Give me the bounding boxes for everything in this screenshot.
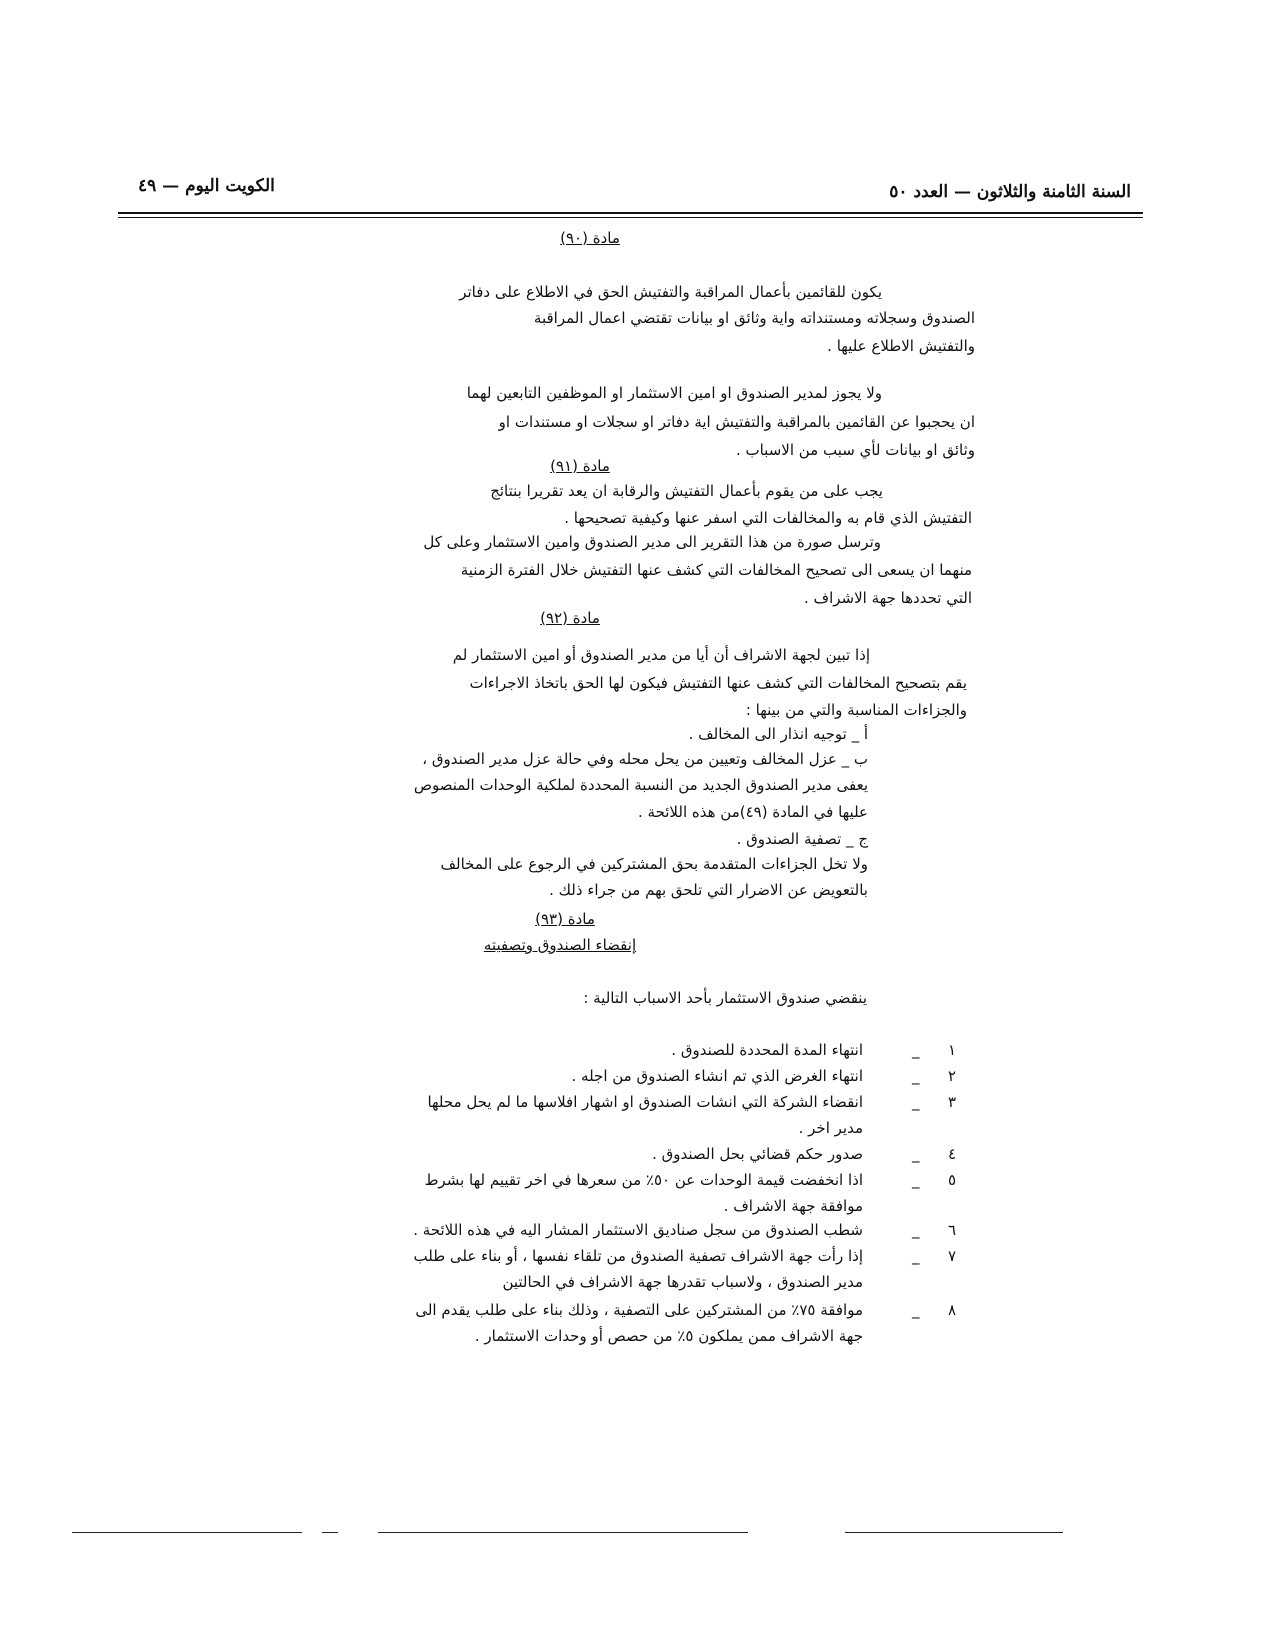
item-dash: _ bbox=[912, 1301, 920, 1319]
footer-rule-left bbox=[72, 1532, 302, 1533]
article-92-heading: مادة (٩٢) bbox=[540, 609, 600, 627]
article-93-heading: مادة (٩٣) bbox=[535, 910, 595, 928]
article-91-line: وترسل صورة من هذا التقرير الى مدير الصندوق وامين الاستثمار وعلى كل bbox=[423, 533, 881, 551]
item-dash: _ bbox=[912, 1067, 920, 1085]
article-91-line: التفتيش الذي قام به والمخالفات التي اسفر عنها وكيفية تصحيحها . bbox=[564, 509, 972, 527]
item-number: ٦ bbox=[948, 1221, 957, 1239]
item-dash: _ bbox=[912, 1221, 920, 1239]
article-92-line: ج _ تصفية الصندوق . bbox=[736, 830, 868, 848]
item-number: ٣ bbox=[948, 1093, 957, 1111]
item-number: ٧ bbox=[948, 1247, 957, 1265]
article-91-line: التي تحددها جهة الاشراف . bbox=[803, 589, 972, 607]
article-92-line: عليها في المادة (٤٩)من هذه اللائحة . bbox=[637, 803, 868, 821]
item-text: شطب الصندوق من سجل صناديق الاستثمار المشار اليه في هذه اللائحة . bbox=[413, 1221, 863, 1239]
item-text: انتهاء المدة المحددة للصندوق . bbox=[671, 1041, 863, 1059]
item-number: ٤ bbox=[948, 1145, 957, 1163]
gazette-page-label: الكويت اليوم — ٤٩ bbox=[138, 176, 275, 196]
article-92-line: والجزاءات المناسبة والتي من بينها : bbox=[745, 701, 967, 719]
article-91-line: منهما ان يسعى الى تصحيح المخالفات التي كشف عنها التفتيش خلال الفترة الزمنية bbox=[460, 561, 972, 579]
item-text: جهة الاشراف ممن يملكون ٥٪ من حصص أو وحدات الاستثمار . bbox=[474, 1327, 863, 1345]
item-text: صدور حكم قضائي بحل الصندوق . bbox=[652, 1145, 863, 1163]
item-number: ٥ bbox=[948, 1171, 957, 1189]
footer-rule-middle bbox=[378, 1532, 748, 1533]
item-dash: _ bbox=[912, 1171, 920, 1189]
article-93-intro: ينقضي صندوق الاستثمار بأحد الاسباب التالية : bbox=[583, 989, 867, 1007]
article-93-subheading: إنقضاء الصندوق وتصفيته bbox=[483, 936, 637, 954]
article-90-heading: مادة (٩٠) bbox=[560, 229, 620, 247]
item-dash: _ bbox=[912, 1093, 920, 1111]
article-90-line: ولا يجوز لمدير الصندوق او امين الاستثمار او الموظفين التابعين لهما bbox=[466, 384, 882, 402]
header-rule-thin bbox=[118, 217, 1143, 218]
article-91-line: يجب على من يقوم بأعمال التفتيش والرقابة ان يعد تقريرا بنتائج bbox=[490, 482, 883, 500]
article-90-line: والتفتيش الاطلاع عليها . bbox=[827, 337, 975, 355]
article-92-line: بالتعويض عن الاضرار التي تلحق بهم من جراء ذلك . bbox=[549, 881, 868, 899]
item-text: موافقة ٧٥٪ من المشتركين على التصفية ، وذلك بناء على طلب يقدم الى bbox=[415, 1301, 863, 1319]
article-92-line: ب _ عزل المخالف وتعيين من يحل محله وفي حالة عزل مدير الصندوق ، bbox=[422, 750, 868, 768]
page-header bbox=[118, 176, 1143, 206]
item-dash: _ bbox=[912, 1247, 920, 1265]
item-number: ٨ bbox=[948, 1301, 957, 1319]
article-92-line: أ _ توجيه انذار الى المخالف . bbox=[688, 725, 868, 743]
item-text: انقضاء الشركة التي انشات الصندوق او اشهار افلاسها ما لم يحل محلها bbox=[427, 1093, 863, 1111]
article-90-line: يكون للقائمين بأعمال المراقبة والتفتيش الحق في الاطلاع على دفاتر bbox=[459, 283, 882, 301]
footer-rule-dash bbox=[322, 1532, 338, 1533]
article-92-line: يقم بتصحيح المخالفات التي كشف عنها التفتيش فيكون لها الحق باتخاذ الاجراءات bbox=[469, 674, 967, 692]
article-92-line: يعفى مدير الصندوق الجديد من النسبة المحددة لملكية الوحدات المنصوص bbox=[413, 776, 868, 794]
item-number: ٢ bbox=[948, 1067, 957, 1085]
article-91-heading: مادة (٩١) bbox=[550, 457, 610, 475]
item-dash: _ bbox=[912, 1041, 920, 1059]
gazette-issue-label: السنة الثامنة والثلاثون — العدد ٥٠ bbox=[889, 182, 1131, 202]
item-text: موافقة جهة الاشراف . bbox=[723, 1197, 863, 1215]
footer-rule-right bbox=[845, 1532, 1063, 1533]
item-text: اذا انخفضت قيمة الوحدات عن ٥٠٪ من سعرها في اخر تقييم لها بشرط bbox=[424, 1171, 863, 1189]
article-92-line: إذا تبين لجهة الاشراف أن أيا من مدير الصندوق أو امين الاستثمار لم bbox=[452, 646, 870, 664]
article-90-line: ان يحجبوا عن القائمين بالمراقبة والتفتيش اية دفاتر او سجلات او مستندات او bbox=[498, 413, 975, 431]
header-rule bbox=[118, 212, 1143, 214]
item-dash: _ bbox=[912, 1145, 920, 1163]
article-92-line: ولا تخل الجزاءات المتقدمة بحق المشتركين في الرجوع على المخالف bbox=[440, 855, 868, 873]
article-90-line: وثائق او بيانات لأي سبب من الاسباب . bbox=[735, 441, 975, 459]
item-text: مدير الصندوق ، ولاسباب تقدرها جهة الاشراف في الحالتين bbox=[502, 1273, 863, 1291]
article-90-line: الصندوق وسجلاته ومستنداته واية وثائق او بيانات تقتضي اعمال المراقبة bbox=[533, 309, 975, 327]
item-text: انتهاء الغرض الذي تم انشاء الصندوق من اجله . bbox=[571, 1067, 863, 1085]
item-text: مدير اخر . bbox=[798, 1119, 863, 1137]
item-number: ١ bbox=[948, 1041, 957, 1059]
item-text: إذا رأت جهة الاشراف تصفية الصندوق من تلقاء نفسها ، أو بناء على طلب bbox=[413, 1247, 863, 1265]
